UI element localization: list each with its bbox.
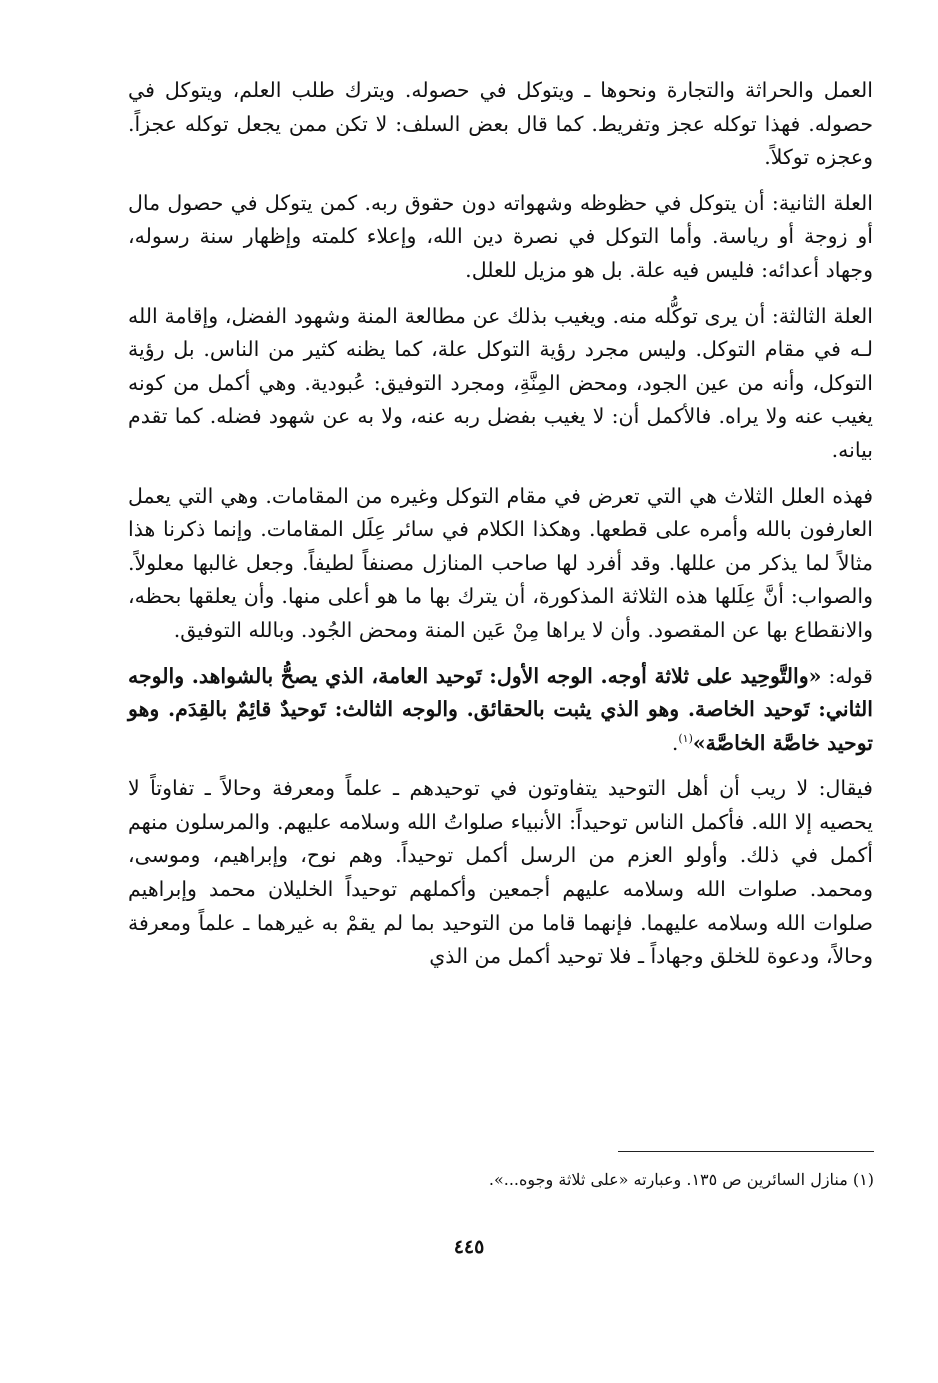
quote-intro: قوله: [821,663,873,688]
quote-end: . [671,730,679,755]
footnote-reference: (١) [678,731,693,745]
quote-paragraph [128,660,873,761]
page-number: ٤٤٥ [453,1236,485,1258]
quote-text: «والتَّوحِيد على ثلاثة أوجه. الوجه الأول: تَوحيد العامة، الذي يصحُّ بالشواهد. والوجه الثاني: تَوحيد الخاصة. وهو الذي يثبت بالحقائق. والوجه الثالث: تَوحيدٌ قائِمٌ بالقِدَم. وهو توحيد خاصَّة الخاصَّة» [128,663,873,755]
footnote: (١) منازل السائرين ص ١٣٥. وعبارته «على ثلاثة وجوه...». [488,1170,874,1189]
paragraph-3: العلة الثالثة: أن يرى توكُّله منه. ويغيب بذلك عن مطالعة المنة وشهود الفضل، وإقامة الله لـه في مقام التوكل. وليس مجرد رؤية التوكل علة، كما يظنه كثير من الناس. بل رؤية التوكل، وأنه من عين الجود، ومحض المِنَّةِ، ومجرد التوفيق: عُبودية. وهي أكمل من كونه يغيب عنه ولا يراه. فالأكمل أن: لا يغيب بفضل ربه عنه، ولا به عن شهود فضله. كما تقدم بيانه. [128,303,873,462]
paragraph-1: العمل والحراثة والتجارة ونحوها ـ ويتوكل في حصوله. ويترك طلب العلم، ويتوكل في حصوله. فهذا توكله عجز وتفريط. كما قال بعض السلف: لا تكن ممن يجعل توكله عجزاً. وعجزه توكلاً. [128,78,873,170]
main-text [128,74,873,974]
paragraph-2: العلة الثانية: أن يتوكل في حظوظه وشهواته دون حقوق ربه. كمن يتوكل في حصول مال أو زوجة أو رياسة. وأما التوكل في نصرة دين الله، وإعلاء كلمته وإظهار سنة رسوله، وجهاد أعدائه: فليس فيه علة. بل هو مزيل للعلل. [128,190,873,282]
paragraph-6: فيقال: لا ريب أن أهل التوحيد يتفاوتون في توحيدهم ـ علماً ومعرفة وحالاً ـ تفاوتاً لا يحصيه إلا الله. فأكمل الناس توحيداً: الأنبياء صلواتُ الله وسلامه عليهم. والمرسلون منهم أكمل في ذلك. وأولو العزم من الرسل أكمل توحيداً. وهم نوح، وإبراهيم، وموسى، ومحمد. صلوات الله وسلامه عليهم أجمعين وأكملهم توحيداً الخليلان محمد وإبراهيم صلوات الله وسلامه عليهما. فإنهما قاما من التوحيد بما لم يقمْ به غيرهما ـ علماً ومعرفة وحالاً، ودعوة للخلق وجهاداً ـ فلا توحيد أكمل من الذي [128,776,873,969]
paragraph-4: فهذه العلل الثلاث هي التي تعرض في مقام التوكل وغيره من المقامات. وهي التي يعمل العارفون بالله وأمره على قطعها. وهكذا الكلام في سائر عِلَل المقامات. وإنما ذكرنا هذا مثالاً لما يذكر من عللها. وقد أفرد لها صاحب المنازل مصنفاً لطيفاً. وجعل غالبها معلولاً. والصواب: أنَّ عِلَلها هذه الثلاثة المذكورة، أن يترك بها ما هو أعلى منها. وأن يعلقها بحظه، والانقطاع بها عن المقصود. وأن لا يراها مِنْ عَين المنة ومحض الجُود. وبالله التوفيق. [128,483,873,642]
footnote-divider [618,1151,874,1152]
